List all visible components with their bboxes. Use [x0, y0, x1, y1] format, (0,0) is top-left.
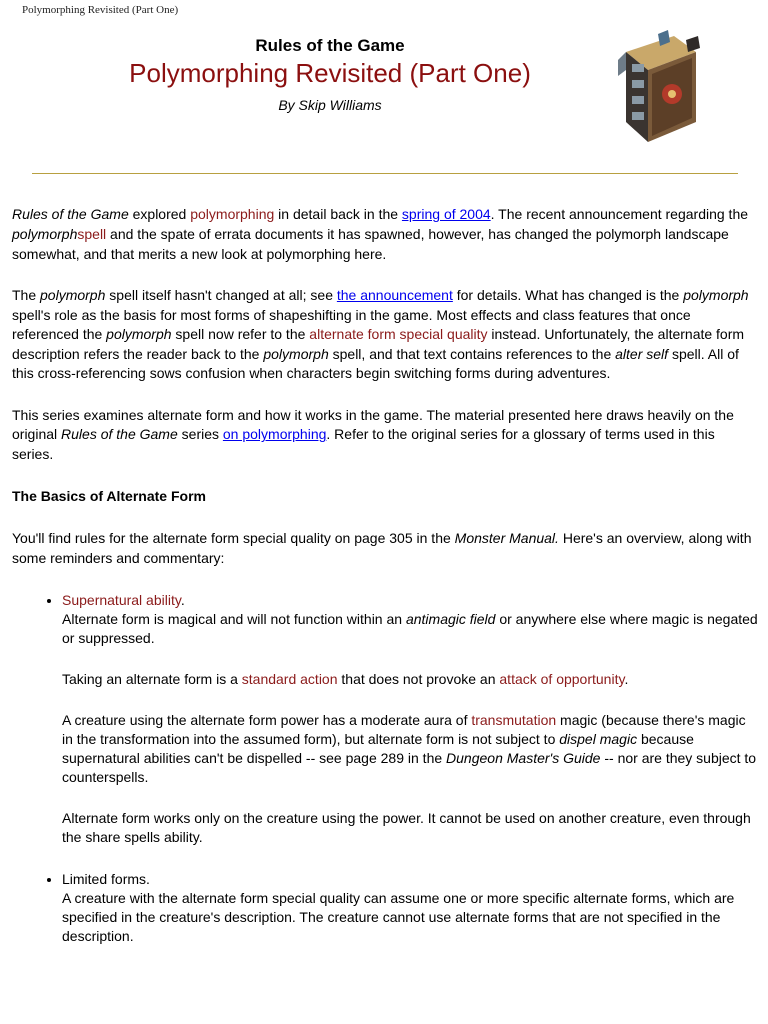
- text-italic: antimagic field: [405, 611, 496, 628]
- text: spell itself hasn't changed at all; see: [105, 287, 337, 303]
- text: explored: [128, 206, 191, 222]
- rules-list: [12, 590, 758, 946]
- text: A creature using the alternate form power has a moderate aura of: [62, 712, 472, 729]
- list-item: [62, 590, 758, 847]
- text: that does not provoke an: [337, 671, 500, 688]
- header-divider: [32, 173, 738, 174]
- text-italic: alter self: [615, 345, 669, 362]
- series-paragraph: [12, 406, 758, 465]
- text: This series examines alternate form and how it works in the game. The material presented here draws heavily on the original: [12, 406, 734, 443]
- antimagic-paragraph: [62, 610, 758, 648]
- text: . The recent announcement regarding the: [490, 206, 749, 222]
- text: spell's role as the basis for most forms of shapeshifting in the game. Most effects and class features that once referenced the: [12, 306, 691, 343]
- text: magic (because there's magic in the transformation into the assumed form), but alternate form is not subject to: [62, 712, 746, 748]
- text: instead. Unfortunately, the alternate form description refers the reader back to the: [12, 326, 745, 362]
- text: or anywhere else where magic is negated or suppressed.: [62, 611, 758, 647]
- transmutation-paragraph: [62, 711, 758, 787]
- text: . Refer to the original series for a glossary of terms used in this series.: [12, 426, 715, 462]
- text: for details. What has changed is the: [452, 287, 684, 303]
- intro-paragraph: [12, 204, 758, 264]
- book-icon: [612, 30, 706, 148]
- browser-title: Polymorphing Revisited (Part One): [22, 4, 179, 16]
- text: You'll find rules for the alternate form special quality on page 305 in the: [12, 530, 455, 547]
- text-italic: Monster Manual.: [454, 530, 559, 547]
- page-title: Polymorphing Revisited (Part One): [129, 58, 531, 88]
- text: Here's an overview, along with some reminders and commentary:: [12, 530, 752, 567]
- text-italic: polymorph: [12, 226, 78, 242]
- text: .: [624, 671, 629, 688]
- announcement-paragraph: [12, 286, 758, 384]
- polymorphing-link[interactable]: polymorphing: [190, 206, 275, 222]
- text: .: [180, 592, 185, 609]
- standard-action-paragraph: [62, 670, 758, 689]
- text-italic: Rules of the Game: [61, 426, 178, 443]
- text: spell, and that text contains references to the: [328, 345, 616, 362]
- text: spell. All of this cross-referencing sows confusion when characters begin switching forms during adventures.: [12, 345, 739, 382]
- text-italic: polymorph: [40, 287, 106, 303]
- spring-2004-link[interactable]: spring of 2004: [401, 206, 491, 222]
- text-italic: polymorph: [683, 287, 749, 303]
- text-italic: polymorph: [263, 345, 329, 362]
- spell-link[interactable]: spell: [77, 226, 107, 242]
- announcement-link[interactable]: the announcement: [336, 287, 453, 303]
- limited-forms-label: Limited forms.: [62, 871, 150, 888]
- text: spell now refer to the: [171, 326, 310, 343]
- text: because supernatural abilities can't be dispelled -- see page 289 in the: [62, 731, 694, 767]
- transmutation-link[interactable]: transmutation: [471, 712, 557, 729]
- text-italic: Dungeon Master's Guide: [446, 750, 601, 767]
- column-kicker: Rules of the Game: [255, 36, 405, 55]
- share-spells-paragraph: Alternate form works only on the creature using the power. It cannot be used on another creature, even through the share spells ability.: [62, 810, 751, 846]
- text-italic: dispel magic: [559, 731, 638, 748]
- article-body: [12, 204, 758, 968]
- text-italic: polymorph: [106, 326, 172, 343]
- text: Taking an alternate form is a: [62, 671, 242, 688]
- standard-action-link[interactable]: standard action: [241, 671, 338, 688]
- section-heading: The Basics of Alternate Form: [12, 488, 206, 505]
- text: and the spate of errata documents it has spawned, however, has changed the polymorph landscape somewhat, and that merits a new look at polymorphing here.: [12, 226, 729, 262]
- list-item: [62, 869, 758, 946]
- alternate-form-link[interactable]: alternate form special quality: [309, 326, 488, 343]
- text: in detail back in the: [274, 206, 402, 222]
- text: series: [177, 426, 223, 443]
- article-header: [0, 36, 660, 113]
- text-italic: Rules of the Game: [12, 206, 129, 222]
- text: Alternate form is magical and will not function within an: [62, 611, 406, 628]
- overview-paragraph: [12, 528, 758, 568]
- limited-forms-paragraph: A creature with the alternate form special quality can assume one or more specific alternate forms, which are specified in the creature's description. The creature cannot use alternate forms that are not specified in the description.: [62, 890, 735, 945]
- text: The: [12, 287, 41, 303]
- text: -- nor are they subject to counterspells.: [62, 750, 757, 786]
- byline: By Skip Williams: [278, 97, 382, 113]
- supernatural-ability-link[interactable]: Supernatural ability: [62, 592, 181, 609]
- on-polymorphing-link[interactable]: on polymorphing: [222, 426, 327, 443]
- attack-of-opportunity-link[interactable]: attack of opportunity: [499, 671, 625, 688]
